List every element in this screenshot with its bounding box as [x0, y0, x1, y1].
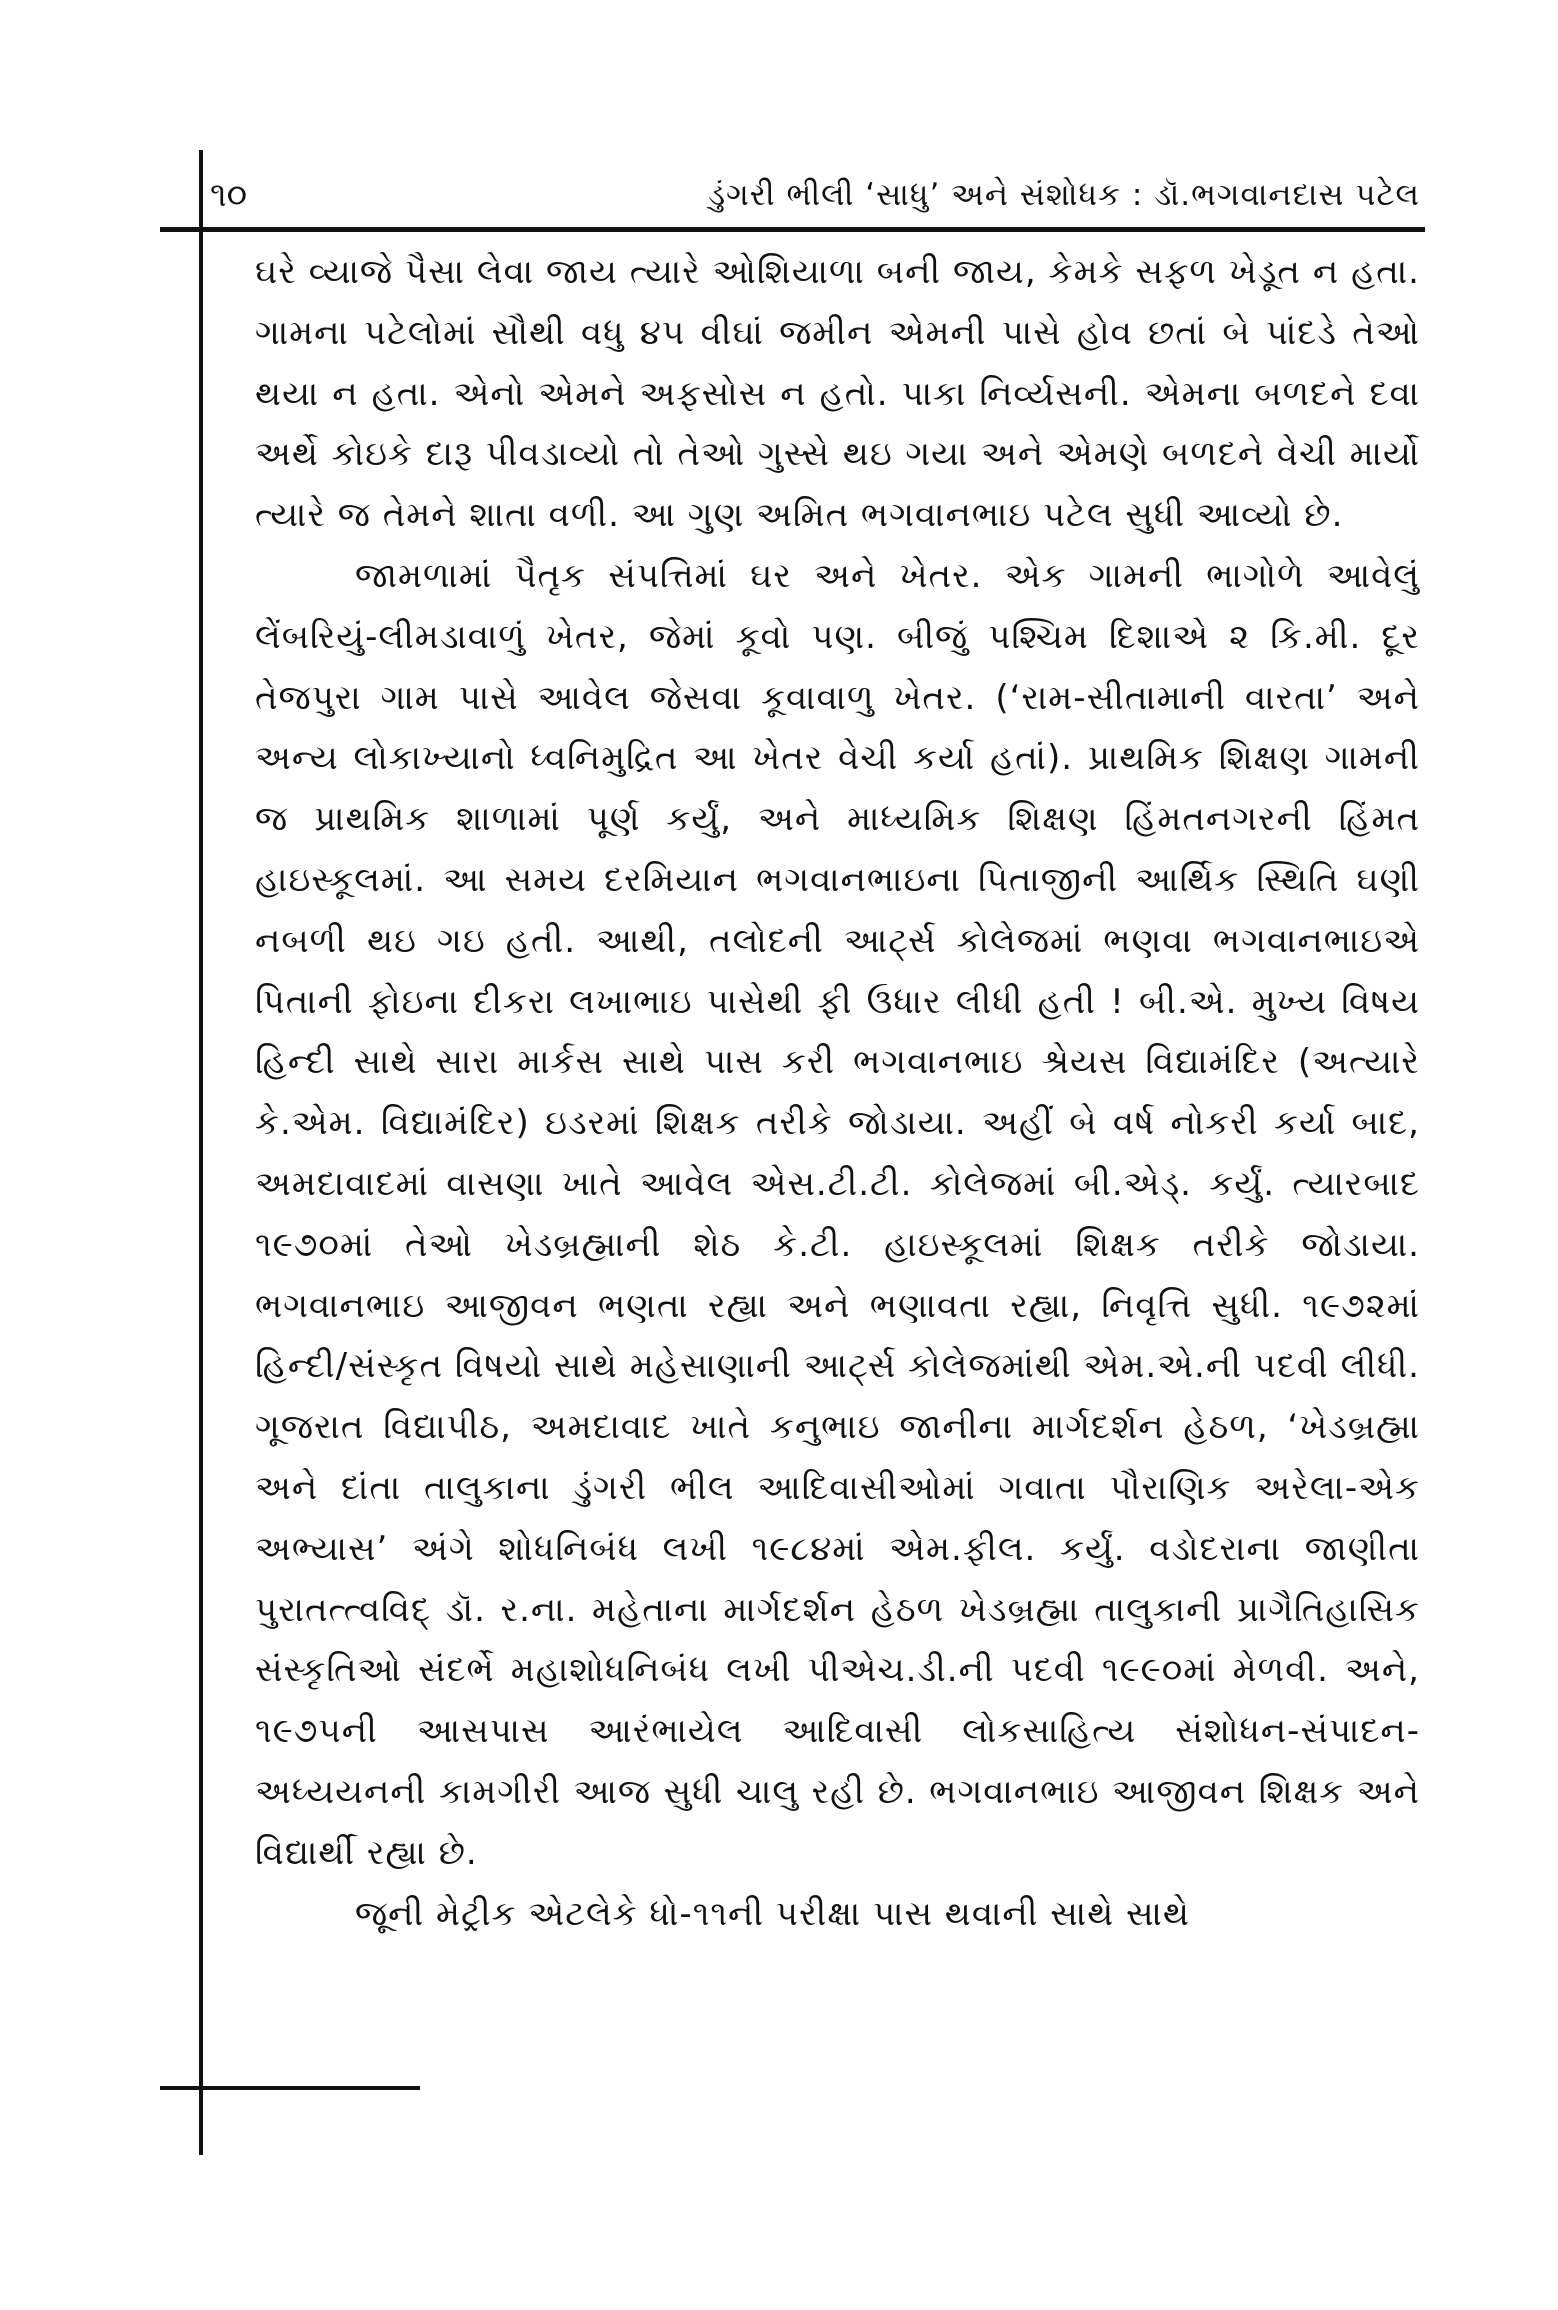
body-text: [255, 242, 1420, 2072]
left-margin-rule: [199, 150, 203, 2155]
running-head: ડુંગરી ભીલી ‘સાધુ’ અને સંશોધક : ડૉ.ભગવાનદાસ પટેલ: [708, 177, 1420, 213]
paragraph-2: જામળામાં પૈતૃક સંપત્તિમાં ઘર અને ખેતર. એક ગામની ભાગોળે આવેલું લેંબરિયું-લીમડાવાળું ખેતર, જેમાં કૂવો પણ. બીજું પશ્ચિમ દિશાએ ૨ કિ.મી. દૂર તેજપુરા ગામ પાસે આવેલ જેસવા કૂવાવાળુ ખેતર. (‘રામ-સીતામાની વારતા’ અને અન્ય લોકાખ્યાનો ધ્વનિમુદ્રિત આ ખેતર વેચી કર્યા હતાં). પ્રાથમિક શિક્ષણ ગામની જ પ્રાથમિક શાળામાં પૂર્ણ કર્યું, અને માધ્યમિક શિક્ષણ હિંમતનગરની હિંમત હાઇસ્કૂલમાં. આ સમય દરમિયાન ભગવાનભાઇના પિતાજીની આર્થિક સ્થિતિ ઘણી નબળી થઇ ગઇ હતી. આથી, તલોદની આર્ટ્સ કોલેજમાં ભણવા ભગવાનભાઇએ પિતાની ફોઇના દીકરા લખાભાઇ પાસેથી ફી ઉધાર લીધી હતી ! બી.એ. મુખ્ય વિષય હિન્દી સાથે સારા માર્કસ સાથે પાસ કરી ભગવાનભાઇ શ્રેયસ વિદ્યામંદિર (અત્યારે કે.એમ. વિદ્યામંદિર) ઇડરમાં શિક્ષક તરીકે જોડાયા. અહીં બે વર્ષ નોકરી કર્યા બાદ, અમદાવાદમાં વાસણા ખાતે આવેલ એસ.ટી.ટી. કોલેજમાં બી.એડ્. કર્યું. ત્યારબાદ ૧૯૭૦માં તેઓ ખેડબ્રહ્માની શેઠ કે.ટી. હાઇસ્કૂલમાં શિક્ષક તરીકે જોડાયા. ભગવાનભાઇ આજીવન ભણતા રહ્યા અને ભણાવતા રહ્યા, નિવૃત્તિ સુધી. ૧૯૭૨માં હિન્દી/સંસ્કૃત વિષયો સાથે મહેસાણાની આર્ટ્સ કોલેજમાંથી એમ.એ.ની પદવી લીધી. ગૂજરાત વિદ્યાપીઠ, અમદાવાદ ખાતે કનુભાઇ જાનીના માર્ગદર્શન હેઠળ, ‘ખેડબ્રહ્મા અને દાંતા તાલુકાના ડુંગરી ભીલ આદિવાસીઓમાં ગવાતા પૌરાણિક અરેલા-એક અભ્યાસ’ અંગે શોધનિબંધ લખી ૧૯૮૪માં એમ.ફીલ. કર્યું. વડોદરાના જાણીતા પુરાતત્ત્વવિદ્ ડૉ. ર.ના. મહેતાના માર્ગદર્શન હેઠળ ખેડબ્રહ્મા તાલુકાની પ્રાગૈતિહાસિક સંસ્કૃતિઓ સંદર્ભે મહાશોધનિબંધ લખી પીએચ.ડી.ની પદવી ૧૯૯૦માં મેળવી. અને, ૧૯૭૫ની આસપાસ આરંભાયેલ આદિવાસી લોકસાહિત્ય સંશોધન-સંપાદન-અધ્યયનની કામગીરી આજ સુધી ચાલુ રહી છે. ભગવાનભાઇ આજીવન શિક્ષક અને વિદ્યાર્થી રહ્યા છે.: [255, 555, 1420, 1873]
paragraph-1: ઘરે વ્યાજે પૈસા લેવા જાય ત્યારે ઓશિયાળા બની જાય, કેમકે સફળ ખેડૂત ન હતા. ગામના પટેલોમાં સૌથી વધુ ૪૫ વીઘાં જમીન એમની પાસે હોવ છતાં બે પાંદડે તેઓ થયા ન હતા. એનો એમને અફસોસ ન હતો. પાકા નિર્વ્યસની. એમના બળદને દવા અર્થે કોઇકે દારૂ પીવડાવ્યો તો તેઓ ગુસ્સે થઇ ગયા અને એમણે બળદને વેચી માર્યો ત્યારે જ તેમને શાતા વળી. આ ગુણ અમિત ભગવાનભાઇ પટેલ સુધી આવ્યો છે.: [255, 252, 1420, 536]
paragraph-3: જૂની મેટ્રીક એટલેકે ધો-૧૧ની પરીક્ષા પાસ થવાની સાથે સાથે: [355, 1893, 1190, 1934]
page-number: ૧૦: [210, 175, 248, 215]
footer-rule: [160, 2086, 420, 2090]
page-header: [210, 165, 1420, 225]
header-rule: [160, 227, 1425, 232]
